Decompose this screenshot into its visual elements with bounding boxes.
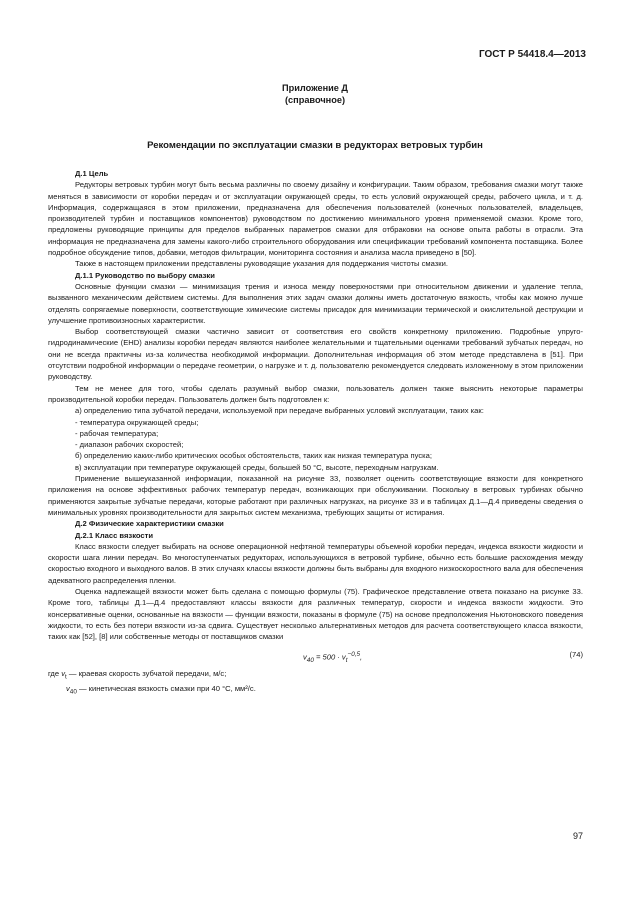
paragraph: Также в настоящем приложении представлены руководящие указания для поддержания чистоты смазки. <box>75 259 448 269</box>
appendix-heading: Рекомендации по эксплуатации смазки в редукторах ветровых турбин <box>147 140 483 151</box>
list-item: - диапазон рабочих скоростей; <box>75 440 184 450</box>
paragraph: Тем не менее для того, чтобы сделать разумный выбор смазки, пользователь должен также выяснить некоторые параметры производительной коробки передач. Пользователь должен быть подготовлен к: <box>48 383 583 404</box>
paragraph: Оценка надлежащей вязкости может быть сделана с помощью формулы (75). Графическое представление ответа показано на рисунке 33. Кроме того, таблицы Д.1—Д.4 предоставляют классы вязкости для различных температур, скорости и индекса вязкости жидкости. Это консервативные оценки, основанные на вязкости — функции вязкости, показаны в формуле (75) на основе предположения Ньютоновского поведения жидкости, то есть без потери вязкости из-за сдвига. Существует несколько альтернативных методов для расчета соответствующего класса вязкости, таких как [52], [8] или собственные методы от поставщиков смазки <box>48 586 583 642</box>
list-item: а) определению типа зубчатой передачи, используемой при передаче выбранных условий эксплуатации, таких как: <box>75 406 484 416</box>
page-number: 97 <box>572 831 583 841</box>
formula-number: (74) <box>569 650 583 660</box>
section-title: Д.2 Физические характеристики смазки <box>75 519 224 529</box>
list-item: б) определению каких-либо критических особых обстоятельств, таких как низкая температура пуска; <box>75 451 432 461</box>
paragraph: Выбор соответствующей смазки частично зависит от соответствия его свойств конкретному приложению. Подробные упруго-гидродинамические (EHD) анализы коробки передач являются наиболее желательными и тщательными оценками требований зубчатых передач, но они не всегда практичны из-за количества необходимой информации. Дополнительная информация об этом методе представлена в [51]. При отсутствии подробной информации о передаче геометрии, о нагрузке и т. д. пользователю рекомендуется следовать изложенному в этом приложении руководству. <box>48 327 583 382</box>
where-line: $v_{40}$ — кинетическая вязкость смазки при 40 °С, мм²/с. <box>66 684 256 696</box>
section-title: Д.2.1 Класс вязкости <box>75 530 154 540</box>
paragraph: Класс вязкости следует выбирать на основе операционной нефтяной температуры объемной коробки передач, индекса вязкости жидкости и скорости шага линии передач. Во многоступенчатых редукторах, использующихся в ветровой турбине, обычно есть большие расхождения между скоростью входного и выходного валов. В этих случаях классы вязкости должны быть выбраны для входного низкоскоростного вала для обеспечения адекватного распределения пленки. <box>48 541 583 585</box>
document-id: ГОСТ Р 54418.4—2013 <box>478 49 586 60</box>
paragraph: Основные функции смазки — минимизация трения и износа между поверхностями при относительном движении и удаление тепла, вызванного механическим действием системы. Для выполнения этих задач смазки должны иметь достаточную вязкость, чтобы как можно лучше отделять сопрягаемые поверхности, соответствующие химические системы присадок для минимизации термической и окислительной деструкции и улучшение противоизносных характеристик. <box>48 281 583 325</box>
appendix-label <box>0 82 630 106</box>
formula-expression: $v_{40} = 500 \cdot v_t^{-0,5}$, <box>303 651 363 665</box>
section-title: Д.1 Цель <box>75 169 109 178</box>
list-item: - температура окружающей среды; <box>75 417 199 427</box>
formula <box>48 645 583 665</box>
appendix-title: Приложение Д <box>282 83 348 93</box>
paragraph: Редукторы ветровых турбин могут быть весьма различны по своему дизайну и конфигурации. Таким образом, требования смазки могут также меняться в зависимости от коробки передач и от эксплуатации окружающей среды, то есть условий окружающей среды, рабочего цикла, и т. д. Информация, содержащаяся в этом приложении, предназначена для обеспечения пользователей (конечных пользователей, владельцев, производителей турбин и поставщиков компонентов) руководством по достижению минимального уровня применяемой смазки. Кроме того, предложены руководящие принципы для пределов выбранных параметров смазки для отбраковки на основе опыта работы в отрасли. Эта информация не предназначена для замены какого-либо строительного оборудования или спецификации требований компонента поставщика. Более подробное обсуждение типов, добавки, методов фильтрации, мониторинга состояния и анализа масла приведено в [50]. <box>48 180 583 258</box>
appendix-type: (справочное) <box>284 95 345 105</box>
where-line: где $v_t$ — краевая скорость зубчатой передачи, м/с; <box>48 669 227 681</box>
section-title: Д.1.1 Руководство по выбору смазки <box>75 270 215 280</box>
list-item: в) эксплуатации при температуре окружающей среды, большей 50 °С, высоте, переходным нагрузкам. <box>75 462 439 472</box>
document-body <box>48 168 583 698</box>
list-item: - рабочая температура; <box>75 428 159 438</box>
paragraph: Применение вышеуказанной информации, показанной на рисунке 33, позволяет оценить соответствующие вязкости для конкретного приложения на основе эффективных рабочих температур передач, возникающих при обслуживании. Поскольку в ветровых турбинах обычно применяются закрытые зубчатые передачи, которые работают при различных нагрузках, на рисунке 33 и в таблицах Д.1—Д.4 приведены сведения о минимальных уровнях производительности для закрытых систем механизма, требующих защиты от истирания. <box>48 474 583 517</box>
